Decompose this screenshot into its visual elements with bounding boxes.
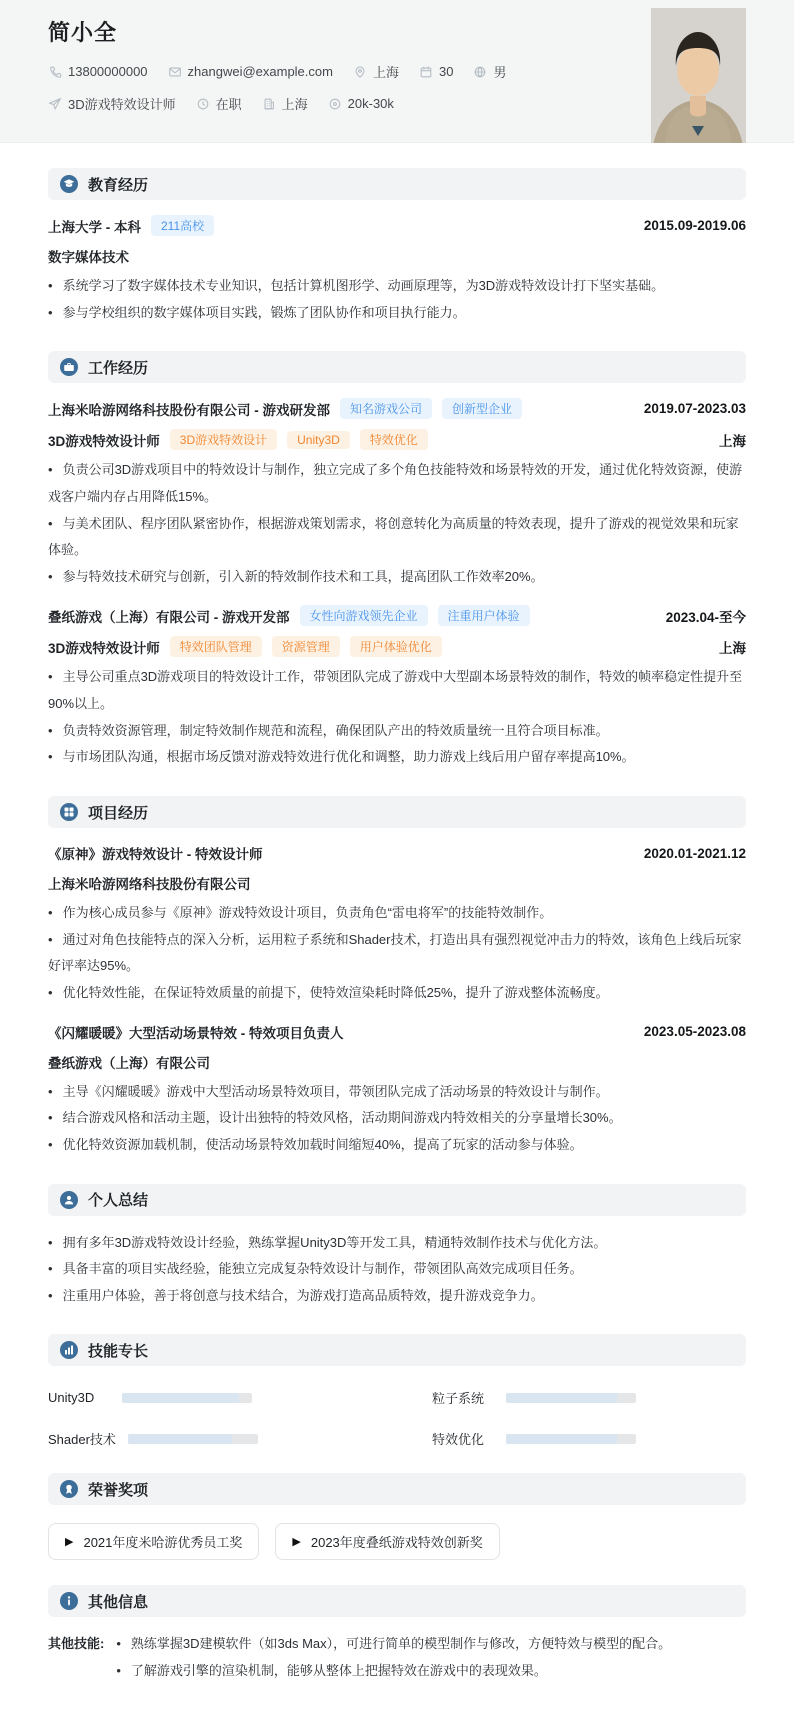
education-entry-header [48,215,746,236]
honor-label: 2021年度米哈游优秀员工奖 [83,1535,243,1551]
list-item: • 主导《闪耀暖暖》游戏中大型活动场景特效项目，带领团队完成了活动场景的特效设计与制作。 [48,1083,609,1099]
other-skills-label: 其他技能: [48,1636,105,1652]
project-title: 《闪耀暖暖》大型活动场景特效 - 特效项目负责人 [48,1025,344,1041]
salary-value: 20k-30k [347,96,394,111]
play-icon: ▶ [65,1536,74,1549]
section-title: 工作经历 [88,359,149,377]
job-location: 上海 [719,433,746,449]
school-badge: 211高校 [151,215,214,236]
list-item: • 主导公司重点3D游戏项目的特效设计工作，带领团队完成了游戏中大型副本场景特效的制作，特效的帧率稳定性提升至90%以上。 [48,669,743,712]
gender-value: 男 [493,65,507,80]
honor-button[interactable] [48,1523,259,1560]
job-entry-header [48,605,746,626]
job-role-row [48,429,746,450]
grid-icon [60,803,78,821]
company-badge: 知名游戏公司 [340,398,432,419]
building-icon [262,97,276,111]
project-company: 叠纸游戏（上海）有限公司 [48,1055,210,1071]
phone-icon [48,65,62,79]
company-badge: 创新型企业 [442,398,522,419]
skill-tag: 特效优化 [360,429,428,450]
other-skills-bullets [116,1631,671,1684]
project-date: 2023.05-2023.08 [643,1024,746,1040]
project-bullets [48,1079,746,1159]
skill-progress-fill [122,1393,239,1403]
age-value: 30 [438,64,454,79]
section-title: 教育经历 [88,176,149,194]
salary-item [328,96,394,111]
play-icon: ▶ [292,1536,301,1549]
list-item: • 拥有多年3D游戏特效设计经验，熟练掌握Unity3D等开发工具，精通特效制作技术与优化方法。 [48,1234,607,1250]
honor-buttons [48,1523,746,1560]
calendar-icon [419,65,433,79]
phone-value: 13800000000 [68,64,148,79]
section-header-skills [48,1334,746,1366]
skill-row [432,1429,746,1448]
briefcase-icon [60,358,78,376]
job-role: 3D游戏特效设计师 [48,640,160,656]
school-name: 上海大学 - 本科 [48,219,141,235]
list-item: • 负责特效资源管理，制定特效制作规范和流程，确保团队产出的特效质量统一且符合项目标准。 [48,722,609,738]
salary-target-icon [328,97,342,111]
company-badge: 女性向游戏领先企业 [300,605,428,626]
city-value: 上海 [372,65,399,80]
skill-tag: 资源管理 [272,636,340,657]
section-title: 项目经历 [88,804,149,822]
job-role: 3D游戏特效设计师 [48,433,160,449]
info-icon [60,1592,78,1610]
section-title: 技能专长 [88,1342,149,1360]
skills-grid [48,1388,746,1448]
list-item: • 优化特效资源加载机制，使活动场景特效加载时间缩短40%，提高了玩家的活动参与体验。 [48,1136,583,1152]
bar-chart-icon [60,1341,78,1359]
section-header-work [48,351,746,383]
project-bullets [48,900,746,1007]
mail-icon [168,65,182,79]
section-title: 个人总结 [88,1192,149,1210]
section-title: 荣誉奖项 [88,1481,149,1499]
project-entry-header [48,843,746,863]
education-bullets [48,273,746,326]
list-item: • 与市场团队沟通，根据市场反馈对游戏特效进行优化和调整，助力游戏上线后用户留存率提高10%。 [48,749,635,765]
section-header-education [48,168,746,200]
status-value: 在职 [215,97,242,112]
job-date: 2023.04-至今 [665,609,746,625]
skill-progress-bar [506,1393,636,1403]
skill-progress-fill [506,1393,617,1403]
job-entry-header [48,398,746,419]
education-major: 数字媒体技术 [48,250,129,265]
skill-tag: 特效团队管理 [170,636,262,657]
skill-progress-fill [128,1434,232,1444]
list-item: • 具备丰富的项目实战经验，能独立完成复杂特效设计与制作，带领团队高效完成项目任务。 [48,1261,583,1277]
job-date: 2019.07-2023.03 [643,401,746,417]
project-entry-header [48,1022,746,1042]
project-company: 上海米哈游网络科技股份有限公司 [48,877,251,893]
skill-name: 粒子系统 [432,1391,485,1407]
job-location: 上海 [719,640,746,656]
resume-header [0,0,794,143]
email-item [168,64,333,79]
summary-bullets [48,1230,746,1310]
email-value: zhangwei@example.com [187,64,333,79]
job-title-value: 3D游戏特效设计师 [68,97,176,112]
list-item: • 通过对角色技能特点的深入分析，运用粒子系统和Shader技术，打造出具有强烈视觉冲击力的特效，该角色上线后玩家好评率达95%。 [48,931,742,974]
job-role-row [48,636,746,657]
job-bullets [48,664,746,771]
list-item: • 系统学习了数字媒体技术专业知识，包括计算机图形学、动画原理等，为3D游戏特效设计打下坚实基础。 [48,278,665,293]
status-circle-icon [196,97,210,111]
paper-plane-icon [48,97,62,111]
skill-row [48,1388,362,1407]
list-item: • 参与学校组织的数字媒体项目实践，锻炼了团队协作和项目执行能力。 [48,304,466,320]
list-item: • 优化特效性能，在保证特效质量的前提下，使特效渲染耗时降低25%，提升了游戏整体流畅度。 [48,984,609,1000]
education-date: 2015.09-2019.06 [643,218,746,233]
honor-button[interactable] [275,1523,499,1560]
medal-icon [60,1480,78,1498]
skill-progress-fill [506,1434,617,1444]
work-city-item [262,94,308,113]
work-city-value: 上海 [281,97,308,112]
list-item: • 作为核心成员参与《原神》游戏特效设计项目，负责角色“雷电将军”的技能特效制作。 [48,905,553,921]
skill-name: Unity3D [48,1390,95,1406]
section-header-projects [48,796,746,828]
honor-label: 2023年度叠纸游戏特效创新奖 [310,1535,483,1551]
skill-progress-bar [122,1393,252,1403]
company-badge: 注重用户体验 [438,605,530,626]
resume-body [0,168,794,1713]
job-bullets [48,457,746,590]
list-item: • 注重用户体验，善于将创意与技术结合，为游戏打造高品质特效，提升游戏竞争力。 [48,1287,544,1303]
section-title: 其他信息 [88,1593,149,1611]
skill-tag: Unity3D [287,431,350,449]
skill-name: 特效优化 [432,1432,485,1448]
phone-item [48,64,148,79]
contact-row-2 [48,94,746,113]
city-item [353,62,399,81]
skill-name: Shader技术 [48,1432,116,1448]
skill-progress-bar [506,1434,636,1444]
gender-icon [473,65,487,79]
other-skills [48,1631,746,1684]
location-icon [353,65,367,79]
company-name: 上海米哈游网络科技股份有限公司 - 游戏研发部 [48,402,330,418]
list-item: • 负责公司3D游戏项目中的特效设计与制作，独立完成了多个角色技能特效和场景特效的开发，通过优化特效资源，使游戏客户端内存占用降低15%。 [48,462,743,504]
section-header-other [48,1585,746,1617]
job-title-item [48,94,176,113]
profile-photo [651,8,746,143]
skill-progress-bar [128,1434,258,1444]
contact-row-1 [48,62,746,81]
skill-row [432,1388,746,1407]
skill-tag: 3D游戏特效设计 [170,429,277,450]
list-item: • 了解游戏引擎的渲染机制，能够从整体上把握特效在游戏中的表现效果。 [116,1663,547,1679]
list-item: • 参与特效技术研究与创新，引入新的特效制作技术和工具，提高团队工作效率20%。 [48,568,544,584]
age-item [419,64,453,79]
section-header-honors [48,1473,746,1505]
skill-row [48,1429,362,1448]
company-name: 叠纸游戏（上海）有限公司 - 游戏开发部 [48,609,290,625]
project-title: 《原神》游戏特效设计 - 特效设计师 [48,847,263,863]
skill-tag: 用户体验优化 [350,636,442,657]
list-item: • 熟练掌握3D建模软件（如3ds Max），可进行简单的模型制作与修改，方便特效与模型的配合。 [116,1636,672,1652]
project-date: 2020.01-2021.12 [643,845,746,861]
status-item [196,94,242,113]
list-item: • 与美术团队、程序团队紧密协作，根据游戏策划需求，将创意转化为高质量的特效表现，提升了游戏的视觉效果和玩家体验。 [48,515,739,558]
candidate-name: 简小全 [48,20,118,45]
list-item: • 结合游戏风格和活动主题，设计出独特的特效风格，活动期间游戏内特效相关的分享量增长30%。 [48,1110,622,1126]
person-icon [60,1191,78,1209]
graduation-cap-icon [60,175,78,193]
gender-item [473,62,506,81]
section-header-summary [48,1184,746,1216]
